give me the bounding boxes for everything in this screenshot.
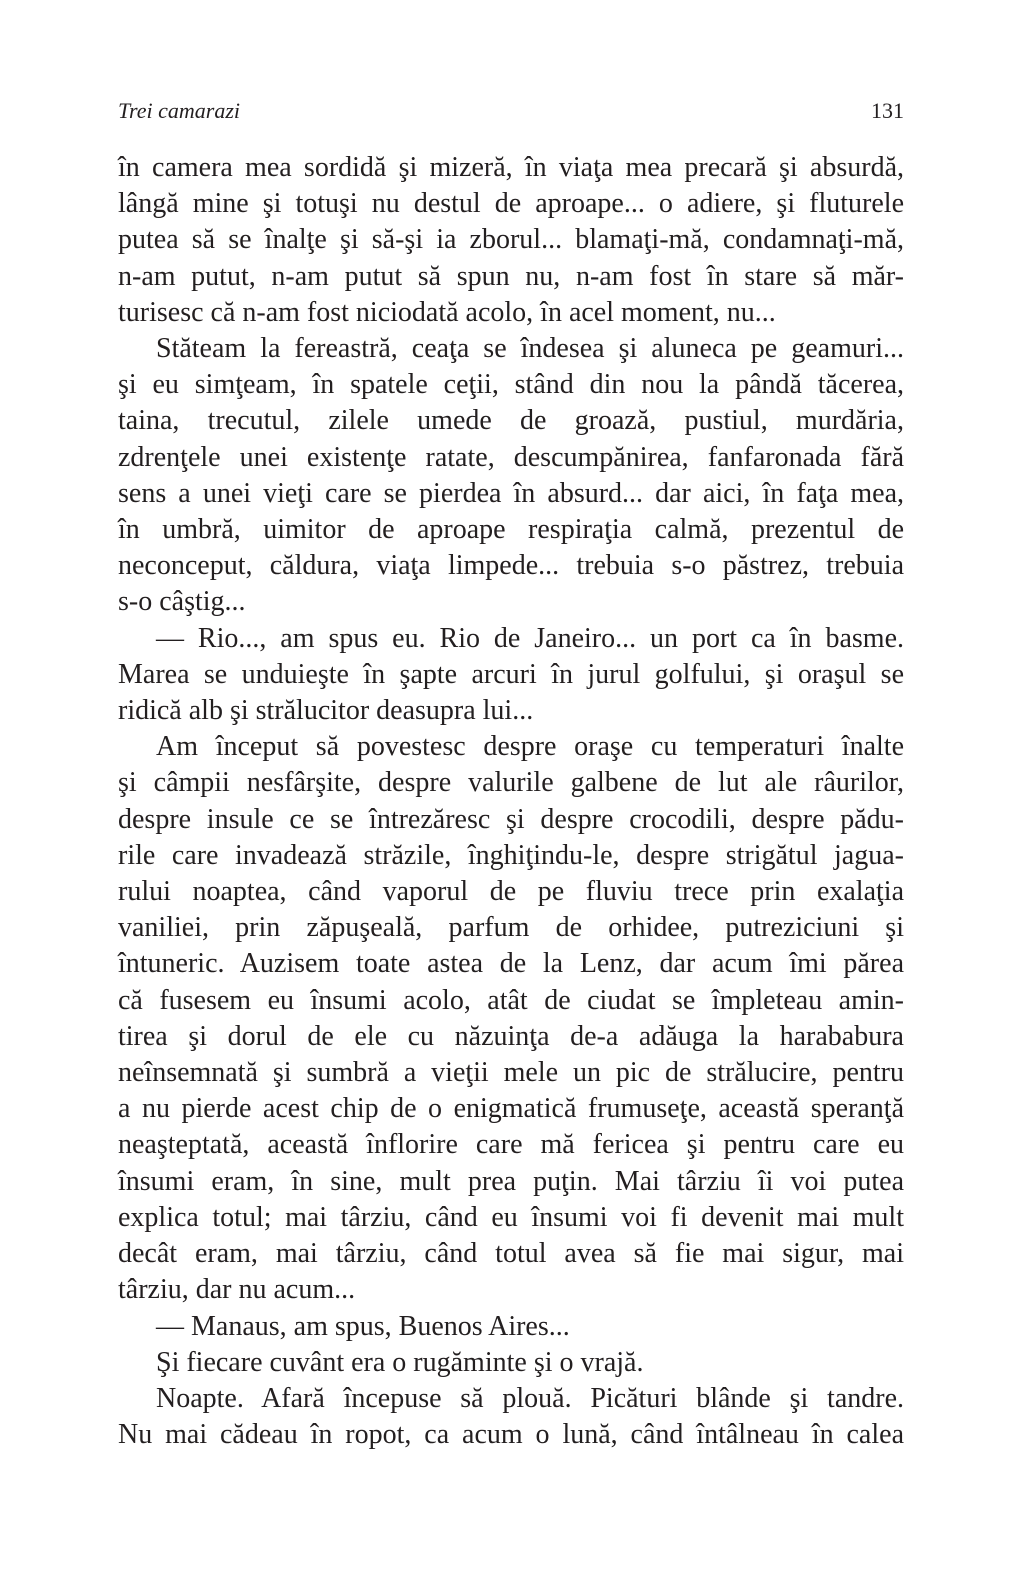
text-line: însumi eram, în sine, mult prea puţin. Mai târziu îi voi putea bbox=[118, 1165, 904, 1197]
text-line: despre insule ce se întrezăresc şi despre crocodili, despre pădu- bbox=[118, 803, 904, 835]
text-line: vaniliei, prin zăpuşeală, parfum de orhidee, putreziciuni şi bbox=[118, 912, 904, 944]
text-line: rile care invadează străzile, înghiţindu-le, despre strigătul jagua- bbox=[118, 839, 904, 871]
text-line: Nu mai cădeau în ropot, ca acum o lună, când întâlneau în calea bbox=[118, 1419, 904, 1451]
text-line: zdrenţele unei existenţe ratate, descumpănirea, fanfaronada fără bbox=[118, 441, 904, 473]
text-line: în umbră, uimitor de aproape respiraţia calmă, prezentul de bbox=[118, 514, 904, 546]
running-title: Trei camarazi bbox=[118, 98, 241, 123]
text-line: Stăteam la fereastră, ceaţa se îndesea şi aluneca pe geamuri... bbox=[156, 333, 904, 365]
text-line: Şi fiecare cuvânt era o rugăminte şi o vrajă. bbox=[156, 1346, 644, 1378]
text-line: lângă mine şi totuşi nu destul de aproape... o adiere, şi fluturele bbox=[118, 188, 904, 220]
text-line: s-o câştig... bbox=[118, 586, 246, 618]
text-line: taina, trecutul, zilele umede de groază, pustiul, murdăria, bbox=[118, 405, 904, 437]
body-text bbox=[118, 150, 904, 1453]
text-line: a nu pierde acest chip de o enigmatică frumuseţe, această speranţă bbox=[118, 1093, 904, 1125]
text-line: şi câmpii nesfârşite, despre valurile galbene de lut ale râurilor, bbox=[118, 767, 904, 799]
text-line: — Manaus, am spus, Buenos Aires... bbox=[156, 1310, 570, 1342]
text-line: în camera mea sordidă şi mizeră, în viaţa mea precară şi absurdă, bbox=[118, 152, 904, 183]
text-line: că fusesem eu însumi acolo, atât de ciudat se împleteau amin- bbox=[118, 984, 904, 1016]
page-number: 131 bbox=[871, 98, 904, 123]
book-page bbox=[118, 0, 904, 1575]
text-line: neînsemnată şi sumbră a vieţii mele un pic de strălucire, pentru bbox=[118, 1057, 904, 1089]
text-line: Noapte. Afară începuse să plouă. Picături blânde şi tandre. bbox=[156, 1382, 904, 1414]
text-line: întuneric. Auzisem toate astea de la Lenz, dar acum îmi părea bbox=[118, 948, 904, 980]
running-header bbox=[118, 96, 904, 126]
text-line: neconceput, căldura, viaţa limpede... trebuia s-o păstrez, trebuia bbox=[118, 550, 904, 582]
text-line: neaşteptată, această înflorire care mă fericea şi pentru care eu bbox=[118, 1129, 904, 1161]
text-line: n-am putut, n-am putut să spun nu, n-am fost în stare să măr- bbox=[118, 260, 904, 292]
text-line: explica totul; mai târziu, când eu însumi voi fi devenit mai mult bbox=[118, 1201, 904, 1233]
text-line: putea să se înalţe şi să-şi ia zborul... blamaţi-mă, condamnaţi-mă, bbox=[118, 224, 904, 256]
text-line: Marea se unduieşte în şapte arcuri în jurul golfului, şi oraşul se bbox=[118, 658, 904, 690]
text-line: — Rio..., am spus eu. Rio de Janeiro... un port ca în basme. bbox=[156, 622, 904, 654]
text-line: şi eu simţeam, în spatele ceţii, stând din nou la pândă tăcerea, bbox=[118, 369, 904, 401]
text-line: ridică alb şi strălucitor deasupra lui... bbox=[118, 695, 534, 727]
text-line: tirea şi dorul de ele cu năzuinţa de-a adăuga la harababura bbox=[118, 1020, 904, 1052]
text-line: sens a unei vieţi care se pierdea în absurd... dar aici, în faţa mea, bbox=[118, 477, 904, 509]
text-line: decât eram, mai târziu, când totul avea să fie mai sigur, mai bbox=[118, 1238, 904, 1270]
text-line: turisesc că n-am fost niciodată acolo, în acel moment, nu... bbox=[118, 296, 776, 328]
text-line: târziu, dar nu acum... bbox=[118, 1274, 356, 1306]
text-line: rului noaptea, când vaporul de pe fluviu trece prin exalaţia bbox=[118, 876, 904, 908]
text-line: Am început să povestesc despre oraşe cu temperaturi înalte bbox=[156, 731, 904, 763]
